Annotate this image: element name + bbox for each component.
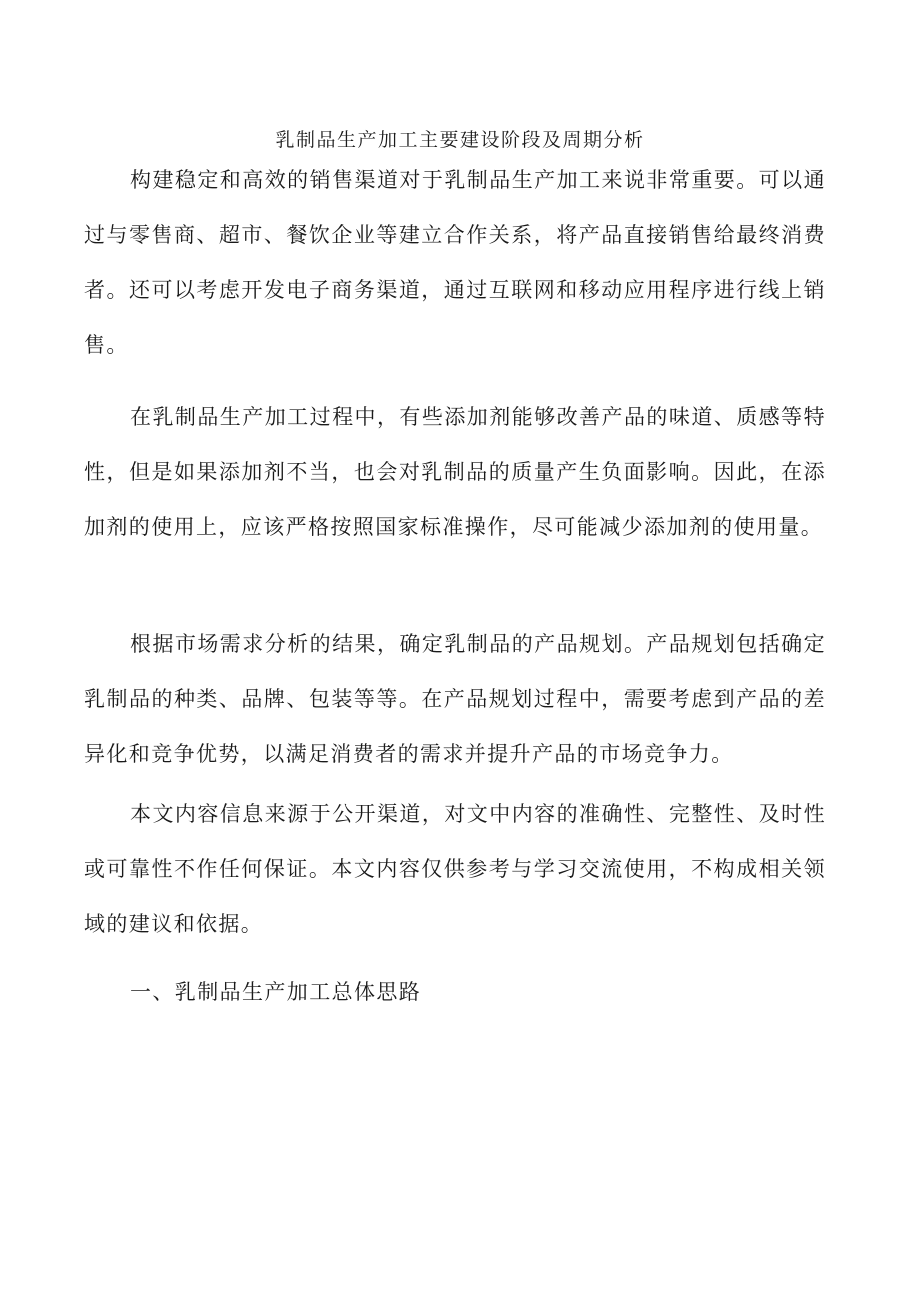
paragraph-disclaimer: 本文内容信息来源于公开渠道，对文中内容的准确性、完整性、及时性或可靠性不作任何保证。本文内容仅供参考与学习交流使用，不构成相关领域的建议和依据。 — [84, 802, 826, 936]
paragraph-additives: 在乳制品生产加工过程中，有些添加剂能够改善产品的味道、质感等特性，但是如果添加剂不当，也会对乳制品的质量产生负面影响。因此，在添加剂的使用上，应该严格按照国家标准操作，尽可能减少添加剂的使用量。 — [84, 405, 826, 539]
section-heading: 一、乳制品生产加工总体思路 — [130, 980, 422, 1004]
paragraph-product-planning: 根据市场需求分析的结果，确定乳制品的产品规划。产品规划包括确定乳制品的种类、品牌、包装等等。在产品规划过程中，需要考虑到产品的差异化和竞争优势，以满足消费者的需求并提升产品的市场竞争力。 — [84, 632, 826, 766]
document-title: 乳制品生产加工主要建设阶段及周期分析 — [275, 129, 645, 151]
paragraph-sales-channels: 构建稳定和高效的销售渠道对于乳制品生产加工来说非常重要。可以通过与零售商、超市、餐饮企业等建立合作关系，将产品直接销售给最终消费者。还可以考虑开发电子商务渠道，通过互联网和移动应用程序进行线上销售。 — [84, 168, 826, 357]
